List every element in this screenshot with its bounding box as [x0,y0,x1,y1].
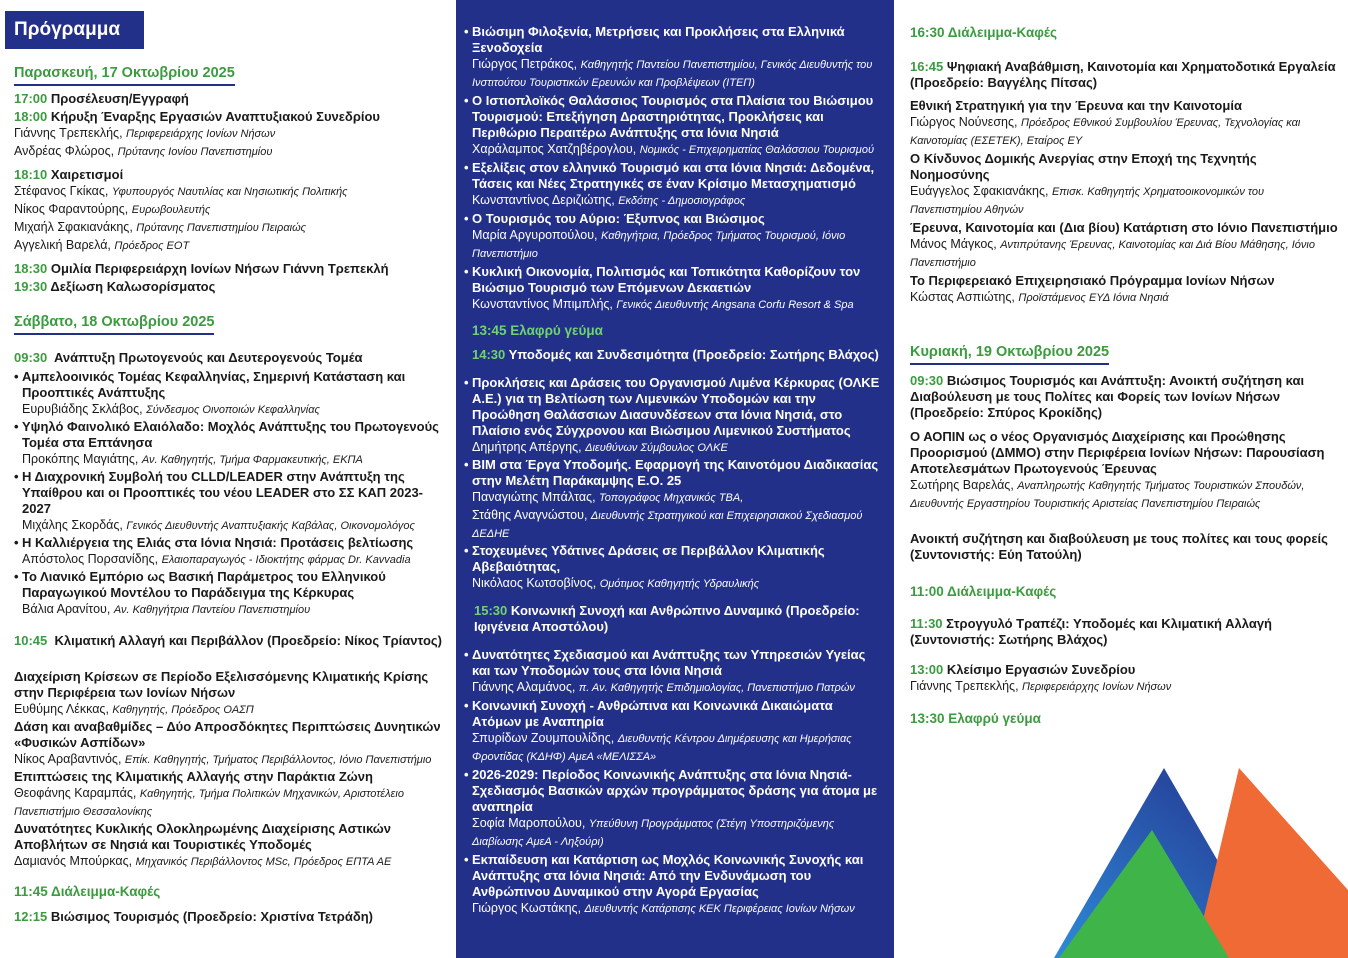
bullet-icon: • [14,569,19,584]
session-talk-list [910,98,1338,307]
talk-title [14,669,444,701]
speaker-name: Κώστας Ασπιώτης, [910,290,1015,304]
day-heading-friday: Παρασκευή, 17 Οκτωβρίου 2025 [14,65,235,86]
session-heading: 14:30 Υποδομές και Συνδεσιμότητα (Προεδρείο: Σωτήρης Βλάχος) [472,347,879,362]
talk-item [14,719,444,769]
speaker-name: Ευάγγελος Σφακιανάκης, [910,184,1049,198]
speaker-name: Νίκος Αραβαντινός, [14,752,122,766]
talk-title-text: Προκλήσεις και Δράσεις του Οργανισμού Λιμένα Κέρκυρας (ΟΛΚΕ Α.Ε.) για τη Βελτίωση των Λιμενικών Υποδομών και την Προώθηση Θαλάσσιων Διασυνδέσεων στα Ιόνια Νησιά, στο Πλαίσιο ενός Σύγχρονου και Βιώσιμου Λιμενικού Συστήματος [472,375,880,438]
talk-item [464,543,882,593]
speaker-name: Ευρυβιάδης Σκλάβος, [22,402,143,416]
speaker-name: Μιχάλης Σκορδάς, [22,518,123,532]
talk-title-text: Εθνική Στρατηγική για την Έρευνα και την Καινοτομία [910,98,1242,113]
talk-item [464,698,882,766]
bullet-icon: • [464,457,469,472]
bullet-icon: • [464,543,469,558]
talk-item [14,669,444,719]
talk-item [14,535,444,569]
entry-title: Κήρυξη Έναρξης Εργασιών Αναπτυξιακού Συνεδρίου [50,109,380,124]
talk-title-text: Επιπτώσεις της Κλιματικής Αλλαγής στην Παράκτια Ζώνη [14,769,373,784]
entry-time: 19:30 [14,279,48,294]
talk-item [14,821,444,871]
day-heading-saturday: Σάββατο, 18 Οκτωβρίου 2025 [14,314,214,335]
entry-title: Δεξίωση Καλωσορίσματος [50,279,216,294]
bullet-icon: • [464,211,469,226]
speaker [910,236,1338,272]
speaker-role: Γενικός Διευθυντής Αναπτυξιακής Καβάλας, Οικονομολόγος [126,520,415,532]
talk-title-text: Στοχευμένες Υδάτινες Δράσεις σε Περιβάλλον Κλιματικής Αβεβαιότητας, [472,543,825,574]
bullet-icon: • [14,369,19,384]
talk-item [464,852,882,918]
speaker-role: Εκδότης - Δημοσιογράφος [618,195,746,207]
speaker [14,785,444,821]
speaker-name: Νίκος Φαραντούρης, [14,202,129,216]
talk-title [464,264,882,296]
speaker-role: Γενικός Διευθυντής Angsana Corfu Resort & Spa [616,299,854,311]
talk-item [14,769,444,821]
speaker-role: Καθηγήτρια, Πρόεδρος Τμήματος Τουρισμού, Ιόνιο Πανεπιστήμιο [472,230,846,260]
speaker [14,551,444,569]
speaker-name: Γιώργος Κωστάκης, [472,901,582,915]
talk-item [910,273,1338,307]
talk-item [464,457,882,543]
entry-time: 18:00 [14,109,48,124]
bullet-icon: • [14,469,19,484]
talk-item [14,569,444,619]
speaker-role: Επίκ. Καθηγητής, Τμήματος Περιβάλλοντος, Ιόνιο Πανεπιστήμιο [124,754,432,766]
talk-item [14,369,444,419]
speaker-role: π. Αν. Καθηγητής Επιδημιολογίας, Πανεπιστήμιο Πατρών [578,682,855,694]
speaker-role: Τοπογράφος Μηχανικός ΤΒΑ, [599,492,744,504]
speaker [14,125,444,143]
speaker-name: Νικόλαος Κωτσοβίνος, [472,576,597,590]
talk-title-text: Διαχείριση Κρίσεων σε Περίοδο Εξελισσόμενης Κλιματικής Κρίσης στην Περιφέρεια των Ιονίων Νήσων [14,669,429,700]
talk-title-text: Δάση και αναβαθμίδες – Δύο Απροσδόκητες Περιπτώσεις Δυνητικών «Φυσικών Ασπίδων» [14,719,441,750]
talk-title [464,211,882,227]
speaker [910,183,1338,219]
speaker [464,192,882,210]
talk-item [464,93,882,159]
speaker [464,575,882,593]
speaker [464,141,882,159]
bullet-icon: • [464,24,469,39]
speaker [464,815,882,851]
speaker [464,489,882,507]
speaker [14,601,444,619]
talk-title-text: Έρευνα, Καινοτομία και (Δια βίου) Κατάρτιση στο Ιόνιο Πανεπιστήμιο [910,220,1338,235]
speaker-name: Βάλια Αρανίτου, [22,602,111,616]
speaker-role: Πρόεδρος ΕΟΤ [114,240,190,252]
session-heading: 12:15 Βιώσιμος Τουρισμός (Προεδρείο: Χριστίνα Τετράδη) [14,909,373,924]
schedule-entry [14,279,444,295]
saturday-section [14,313,444,925]
speaker-name: Ευθύμης Λέκκας, [14,702,109,716]
entry-time: 17:00 [14,91,48,106]
talk-title [14,419,444,451]
speaker [14,517,444,535]
speaker-role: Καθηγητής Παντείου Πανεπιστημίου, Γενικός Διευθυντής του Ινστιτούτου Τουριστικών Ερευνών και Προβλέψεων (ΙΤΕΠ) [472,59,873,89]
bullet-icon: • [14,419,19,434]
session-heading: 16:45 Ψηφιακή Αναβάθμιση, Καινοτομία και Χρηματοδοτικά Εργαλεία (Προεδρείο: Βαγγέλης Πίτσας) [910,59,1336,90]
open-discussion: Ανοικτή συζήτηση και διαβούλευση με τους πολίτες και τους φορείς (Συντονιστής: Εύη Τατούλη) [910,531,1328,562]
speaker-name: Στάθης Αναγνώστου, [472,508,588,522]
talk-title [14,469,444,517]
speaker [14,143,444,161]
speaker [14,853,444,871]
middle-content [464,24,882,918]
talk-item [464,767,882,851]
friday-list [14,91,444,295]
speaker-name: Στέφανος Γκίκας, [14,184,109,198]
session-heading: 13:00 Κλείσιμο Εργασιών Συνεδρίου [910,662,1136,677]
speaker [464,507,882,543]
speaker-name: Μιχαήλ Σφακιανάκης, [14,220,133,234]
friday-section [14,64,444,295]
talk-title [464,24,882,56]
bullet-icon: • [14,535,19,550]
talk-title-text: Δυνατότητες Σχεδιασμού και Ανάπτυξης των Υπηρεσιών Υγείας και των Υποδομών τους στα Ιόνια Νησιά [472,647,866,678]
speaker-role: Διευθύνων Σύμβουλος ΟΛΚΕ [585,442,728,454]
talk-item [910,220,1338,272]
sunday-section [910,343,1338,727]
talk-title-text: Η Διαχρονική Συμβολή του CLLD/LEADER στην Ανάπτυξη της Υπαίθρου και οι Προοπτικές του νέου LEADER στο ΣΣ ΚΑΠ 2023-2027 [22,469,424,516]
lunch-break: 13:45 Ελαφρύ γεύμα [472,323,603,338]
session-heading: 09:30 Ανάπτυξη Πρωτογενούς και Δευτερογενούς Τομέα [14,350,363,365]
talk-title [14,369,444,401]
talk-title-text: Η Καλλιέργεια της Ελιάς στα Ιόνια Νησιά: Προτάσεις βελτίωσης [22,535,414,550]
speaker-role: Ελαιοπαραγωγός - Ιδιοκτήτης φάρμας Dr. Kavvadia [161,554,411,566]
speaker-name: Γιάννης Τρεπεκλής, [14,126,123,140]
schedule-entry [14,109,444,125]
coffee-break: 11:45 Διάλειμμα-Καφές [14,884,161,899]
schedule-entry [14,167,444,183]
talk-item [464,375,882,457]
talk-title [464,698,882,730]
session-heading: 10:45 Κλιματική Αλλαγή και Περιβάλλον (Προεδρείο: Νίκος Τρίαντος) [14,633,442,648]
column-right [894,0,1348,958]
column-middle [456,0,894,958]
session-talk-list [14,669,444,871]
talk-title-text: Βιώσιμη Φιλοξενία, Μετρήσεις και Προκλήσεις στα Ελληνικά Ξενοδοχεία [472,24,845,55]
speaker [464,900,882,918]
speaker-name: Παναγιώτης Μπάλτας, [472,490,596,504]
speaker [464,296,882,314]
talk-title-text: Κυκλική Οικονομία, Πολιτισμός και Τοπικότητα Καθορίζουν τον Βιώσιμο Τουρισμό των Επόμενων Δεκαετιών [472,264,861,295]
talk-item [464,160,882,210]
speaker-name: Δημήτρης Απέργης, [472,440,582,454]
talk-title-text: Ο Τουρισμός του Αύριο: Έξυπνος και Βιώσιμος [472,211,765,226]
speaker-name: Κωνσταντίνος Μπιμπλής, [472,297,613,311]
program-title: Πρόγραμμα [5,11,144,49]
talk-title-text: BIM στα Έργα Υποδομής. Εφαρμογή της Καινοτόμου Διαδικασίας στην Μελέτη Παράκαμψης Ε.Ο. 25 [472,457,879,488]
speaker-name: Γιώργος Νούνεσης, [910,115,1018,129]
speaker-role: Διευθυντής Στρατηγικού και Επιχειρησιακού Σχεδιασμού ΔΕΔΗΕ [472,510,863,540]
speaker-name: Δαμιανός Μπούρκας, [14,854,133,868]
talk-title [910,151,1338,183]
schedule-entry [14,91,444,107]
speaker [14,201,444,219]
bullet-icon: • [464,375,469,390]
session-talk-list [464,24,882,314]
speaker-name: Ανδρέας Φλώρος, [14,144,115,158]
talk-title-text: Κοινωνική Συνοχή - Ανθρώπινα και Κοινωνικά Δικαιώματα Ατόμων με Αναπηρία [472,698,833,729]
speaker [14,701,444,719]
talk-title [464,543,882,575]
entry-title: Χαιρετισμοί [50,167,124,182]
speaker-name: Θεοφάνης Καραμπάς, [14,786,137,800]
speaker [464,227,882,263]
session-talk-list [14,369,444,619]
speaker [14,401,444,419]
talk-title [464,767,882,815]
speaker-name: Γιώργος Πετράκος, [472,57,578,71]
bullet-icon: • [464,647,469,662]
bullet-icon: • [464,698,469,713]
talk-title-text: Δυνατότητες Κυκλικής Ολοκληρωμένης Διαχείρισης Αστικών Αποβλήτων σε Νησιά και Τουριστικές Υποδομές [14,821,391,852]
talk-title-text: Εξελίξεις στον ελληνικό Τουρισμό και στα Ιόνια Νησιά: Δεδομένα, Τάσεις και Νέες Στρατηγικές σε έναν Κρίσιμο Μετασχηματισμό [472,160,875,191]
talk-title-text: 2026-2029: Περίοδος Κοινωνικής Ανάπτυξης στα Ιόνια Νησιά- Σχεδιασμός Βασικών αρχών προγράμματος δράσης για άτομα με αναπηρία [472,767,878,814]
speaker: Γιάννης Τρεπεκλής, Περιφερειάρχης Ιονίων Νήσων [910,679,1172,693]
speaker [464,56,882,92]
bullet-icon: • [464,264,469,279]
speaker [14,237,444,255]
bullet-icon: • [464,767,469,782]
lunch-break: 13:30 Ελαφρύ γεύμα [910,711,1041,726]
talk-title [464,160,882,192]
talk-item [14,419,444,469]
speaker-role: Υπεύθυνη Προγράμματος (Στέγη Υποστηριζόμενης Διαβίωσης ΑμεΑ - Ληξούρι) [472,818,835,848]
talk-item [464,24,882,92]
talk-title [14,719,444,751]
talk-title [464,852,882,900]
speaker-role: Πρόεδρος Εθνικού Συμβουλίου Έρευνας, Τεχνολογίας και Καινοτομίας (ΕΣΕΤΕΚ), Εταίρος ΕΥ [910,117,1301,147]
speaker-role: Προϊστάμενος ΕΥΔ Ιόνια Νησιά [1018,292,1169,304]
speaker-role: Αντιπρύτανης Έρευνας, Καινοτομίας και Διά Βίου Μάθησης, Ιόνιο Πανεπιστήμιο [910,239,1315,269]
session-heading: 15:30 Κοινωνική Συνοχή και Ανθρώπινο Δυναμικό (Προεδρείο: Ιφιγένεια Αποστόλου) [474,603,860,634]
speaker-name: Προκόπης Μαγιάτης, [22,452,139,466]
talk-title [14,535,444,551]
session-heading: 11:30 Στρογγυλό Τραπέζι: Υποδομές και Κλιματική Αλλαγή (Συντονιστής: Σωτήρης Βλάχος) [910,616,1272,647]
speaker-role: Νομικός - Επιχειρηματίας Θαλάσσιου Τουρισμού [639,144,874,156]
speaker [14,183,444,201]
speaker-role: Ευρωβουλευτής [131,204,211,216]
speaker [910,114,1338,150]
talk-item [910,98,1338,150]
talk-title-text: Το Λιανικό Εμπόριο ως Βασική Παράμετρος του Ελληνικού Παραγωγικού Μοντέλου το Παράδειγμα της Κέρκυρας [22,569,386,600]
talk-title [14,569,444,601]
bullet-icon: • [464,852,469,867]
speaker-role: Υφυπουργός Ναυτιλίας και Νησιωτικής Πολιτικής [111,186,348,198]
speaker-role: Σύνδεσμος Οινοποιών Κεφαλληνίας [146,404,320,416]
talk-title [464,647,882,679]
talk-title-text: Υψηλό Φαινολικό Ελαιόλαδο: Μοχλός Ανάπτυξης του Πρωτογενούς Τομέα στα Επτάνησα [22,419,439,450]
talk-item [14,469,444,535]
speaker-name: Απόστολος Πορσανίδης, [22,552,159,566]
entry-time: 18:30 [14,261,48,276]
talk-item [464,211,882,263]
speaker-name: Μαρία Αργυροπούλου, [472,228,598,242]
coffee-break: 16:30 Διάλειμμα-Καφές [910,25,1058,40]
day-heading-sunday: Κυριακή, 19 Οκτωβρίου 2025 [910,344,1109,365]
bullet-icon: • [464,93,469,108]
speaker-role: Μηχανικός Περιβάλλοντος MSc, Πρόεδρος ΕΠΤΑ ΑΕ [135,856,392,868]
speaker-role: Πρύτανης Πανεπιστημίου Πειραιώς [136,222,306,234]
speaker-name: Γιάννης Αλαμάνος, [472,680,576,694]
orange-triangle [1194,768,1348,958]
entry-title: Προσέλευση/Εγγραφή [50,91,189,106]
talk-title [910,220,1338,236]
speaker-name: Χαράλαμπος Χατζηβέρογλου, [472,142,637,156]
talk-title-text: Ο Κίνδυνος Δομικής Ανεργίας στην Εποχή της Τεχνητής Νοημοσύνης [910,151,1257,182]
entry-time: 18:10 [14,167,48,182]
talk-title [464,375,882,439]
talk-title-text: Το Περιφερειακό Επιχειρησιακό Πρόγραμμα Ιονίων Νήσων [910,273,1275,288]
right-content [910,24,1338,727]
talk-item [464,647,882,697]
entry-title: Ομιλία Περιφερειάρχη Ιονίων Νήσων Γιάννη Τρεπεκλή [50,261,389,276]
speaker-role: Αν. Καθηγήτρια Παντείου Πανεπιστημίου [113,604,311,616]
speaker-name: Αγγελική Βαρελά, [14,238,111,252]
speaker-role: Αν. Καθηγητής, Τμήμα Φαρμακευτικής, ΕΚΠΑ [141,454,363,466]
schedule-entry [14,261,444,277]
speaker [464,679,882,697]
speaker-role: Επισκ. Καθηγητής Χρηματοοικονομικών του Πανεπιστημίου Αθηνών [910,186,1265,216]
speaker [910,289,1338,307]
speaker-name: Σοφία Μαροπούλου, [472,816,586,830]
talk-title [14,769,444,785]
bullet-icon: • [464,160,469,175]
speaker [14,751,444,769]
speaker-role: Περιφερειάρχης Ιονίων Νήσων [126,128,276,140]
talk-title [14,821,444,853]
coffee-break: 11:00 Διάλειμμα-Καφές [910,584,1057,599]
session-heading: 09:30 Βιώσιμος Τουρισμός και Ανάπτυξη: Ανοικτή συζήτηση και Διαβούλευση με τους Πολίτες και Φορείς των Ιονίων Νήσων (Προεδρείο: Σπύρος Κροκίδης) [910,373,1305,420]
speaker-name: Μάνος Μάγκος, [910,237,997,251]
talk-title [464,93,882,141]
talk-title [910,273,1338,289]
talk-item [910,151,1338,219]
talk-item: Ο ΑΟΠΙΝ ως ο νέος Οργανισμός Διαχείρισης και Προώθησης Προορισμού (ΔΜΜΟ) στην Περιφέρεια Ιονίων Νήσων: Παρουσίαση Αποτελεσμάτων Πρωτογενούς Έρευνας Σωτήρης Βαρελάς, Αναπληρωτής Καθηγητής Τμήματος Τουριστικών Σπουδών, Διευθυντής Εργαστηρίου Τουριστικής Αριστείας Πανεπιστημίου Πειραιώς [910,429,1325,510]
speaker-name: Κωνσταντίνος Δεριζιώτης, [472,193,615,207]
speaker [464,730,882,766]
speaker [14,219,444,237]
talk-title [910,98,1338,114]
speaker-role: Καθηγητής, Τμήμα Πολιτικών Μηχανικών, Αριστοτέλειο Πανεπιστήμιο Θεσσαλονίκης [14,788,404,818]
speaker-role: Πρύτανης Ιονίου Πανεπιστημίου [117,146,273,158]
talk-title [464,457,882,489]
speaker [14,451,444,469]
talk-title-text: Εκπαίδευση και Κατάρτιση ως Μοχλός Κοινωνικής Συνοχής και Ανάπτυξης στα Ιόνια Νησιά: Από την Ενδυνάμωση του Ανθρώπινου Δυναμικού στην Αγορά Εργασίας [472,852,864,899]
session-talk-list [464,375,882,593]
column-left [0,0,456,958]
speaker [464,439,882,457]
talk-title-text: Αμπελοοινικός Τομέας Κεφαλληνίας, Σημερινή Κατάσταση και Προοπτικές Ανάπτυξης [22,369,406,400]
speaker-role: Διευθυντής Κατάρτισης ΚΕΚ Περιφέρειας Ιονίων Νήσων [584,903,855,915]
speaker-role: Διευθυντής Κέντρου Διημέρευσης και Ημερήσιας Φροντίδας (ΚΔΗΦ) ΑμεΑ «ΜΕΛΙΣΣΑ» [472,733,852,763]
speaker-role: Καθηγητής, Πρόεδρος ΟΑΣΠ [112,704,254,716]
session-talk-list [464,647,882,918]
talk-item [464,264,882,314]
speaker-name: Σπυρίδων Ζουμπουλίδης, [472,731,615,745]
speaker-role: Ομότιμος Καθηγητής Υδραυλικής [599,578,760,590]
talk-title-text: Ο Ιστιοπλοϊκός Θαλάσσιος Τουρισμός στα Πλαίσια του Βιώσιμου Τουρισμού: Επεξήγηση Δραστηριότητας, Προκλήσεις και Περιθώριο Περαιτέρω Ανάπτυξης στα Ιόνια Νησιά [472,93,874,140]
